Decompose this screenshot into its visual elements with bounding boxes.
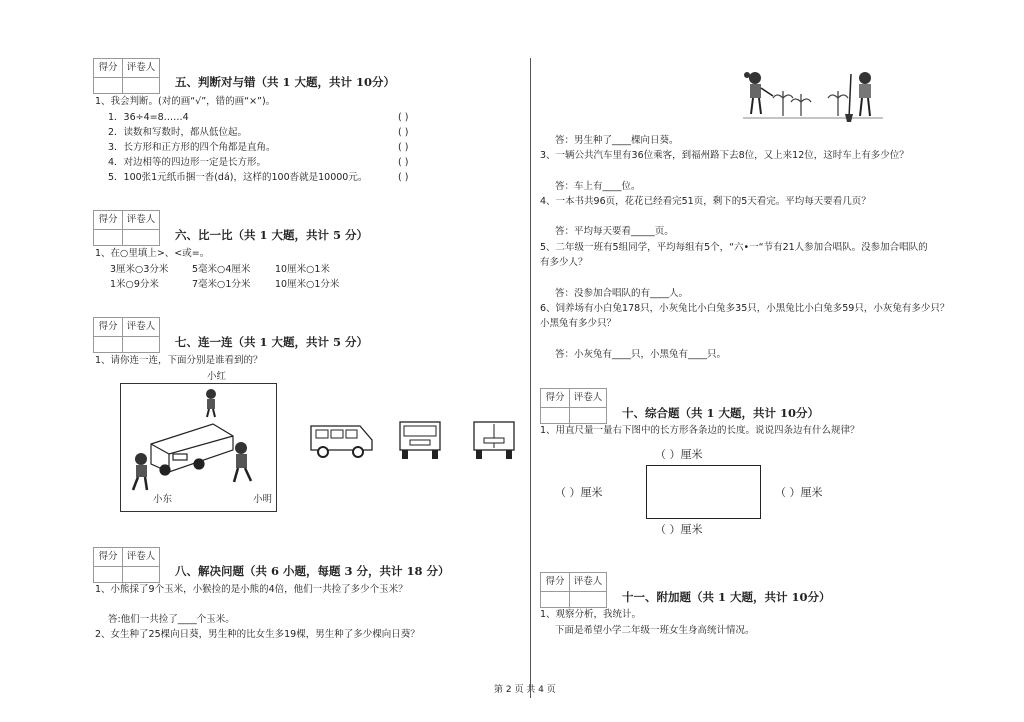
score-label: 得分	[94, 59, 123, 77]
children-planting-illustration	[743, 66, 883, 126]
section-6-intro: 1、在○里填上>、<或=。	[95, 248, 210, 259]
section-10-title: 十、综合题（共 1 大题，共计 10分）	[622, 406, 820, 420]
van-icon	[151, 424, 233, 475]
section-7-title: 七、连一连（共 1 大题，共计 5 分）	[175, 335, 369, 349]
question-5-line2: 有多少人？	[540, 257, 588, 268]
score-label: 得分	[94, 548, 123, 566]
answer-5: 答：没参加合唱队的有____人。	[555, 288, 689, 299]
score-box	[93, 317, 160, 337]
score-label: 得分	[541, 389, 570, 407]
question-3: 3、一辆公共汽车里有36位乘客，到福州路下去8位，又上来12位，这时车上有多少位？	[540, 150, 909, 161]
left-side-label: （ ）厘米	[555, 486, 603, 499]
judge-item-3: 3．长方形和正方形的四个角都是直角。	[108, 142, 276, 153]
question-5-line1: 5、二年级一班有5组同学，平均每组有5个，“六•一“节有21人参加合唱队。没参加合唱队的	[540, 242, 928, 253]
answer-paren-4[interactable]: ( )	[398, 157, 409, 168]
section-5-intro: 1、我会判断。(对的画“√”，错的画“×”)。	[95, 96, 276, 107]
question-6-line1: 6、饲养场有小白兔178只，小灰兔比小白兔多35只，小黑兔比小白兔多59只，小灰兔有多少只？	[540, 303, 950, 314]
boy-icon	[845, 72, 871, 122]
section-11-title: 十一、附加题（共 1 大题，共计 10分）	[622, 590, 831, 604]
grader-label: 评卷人	[573, 576, 603, 587]
measure-rectangle	[646, 465, 761, 519]
score-box	[93, 210, 160, 230]
score-box-blank	[93, 77, 160, 94]
question-6-line2: 小黑兔有多少只？	[540, 318, 617, 329]
child-xiaodong-icon	[133, 453, 147, 490]
section-7-intro: 1、请你连一连，下面分别是谁看到的？	[95, 355, 263, 366]
score-box	[93, 547, 160, 567]
van-and-children-illustration	[121, 384, 276, 511]
top-side-label: （ ）厘米	[655, 448, 703, 461]
section-8-title: 八、解决问题（共 6 小题，每题 3 分，共计 18 分）	[175, 564, 450, 578]
compare-1: 3厘米○3分米	[110, 264, 169, 275]
section-6-title: 六、比一比（共 1 大题，共计 5 分）	[175, 228, 369, 242]
section-11-line2: 下面是希望小学二年级一班女生身高统计情况。	[555, 625, 755, 636]
judge-item-2: 2．读数和写数时，都从低位起。	[108, 127, 248, 138]
section-5-title: 五、判断对与错（共 1 大题，共计 10分）	[175, 75, 396, 89]
answer-paren-3[interactable]: ( )	[398, 142, 409, 153]
score-box-blank	[540, 407, 607, 424]
answer-6: 答：小灰兔有____只，小黑兔有____只。	[555, 349, 727, 360]
van-side-view-icon[interactable]	[308, 420, 376, 460]
answer-2: 答：男生种了____棵向日葵。	[555, 135, 679, 146]
question-4: 4、一本书共96页，花花已经看完51页，剩下的5天看完。平均每天要看几页？	[540, 196, 871, 207]
score-box-blank	[540, 591, 607, 608]
label-xiaodong: 小东	[153, 494, 173, 505]
van-front-view-icon[interactable]	[396, 418, 444, 462]
van-back-view-icon[interactable]	[470, 418, 518, 462]
score-label: 得分	[94, 318, 123, 336]
compare-3: 10厘米○1米	[275, 264, 330, 275]
judge-item-4: 4．对边相等的四边形一定是长方形。	[108, 157, 267, 168]
page-number: 第 2 页 共 4 页	[494, 685, 556, 695]
scene-picture	[120, 383, 277, 512]
score-label: 得分	[94, 211, 123, 229]
answer-paren-5[interactable]: ( )	[398, 172, 409, 183]
answer-paren-2[interactable]: ( )	[398, 127, 409, 138]
grader-label: 评卷人	[126, 321, 156, 332]
question-1: 1、小熊採了9个玉米，小猴捡的是小熊的4倍，他们一共捡了多少个玉米？	[95, 584, 408, 595]
grader-label: 评卷人	[126, 551, 156, 562]
section-11-intro: 1、观察分析，我统计。	[540, 609, 642, 620]
score-box-blank	[93, 566, 160, 583]
grader-label: 评卷人	[126, 214, 156, 225]
score-box-blank	[93, 229, 160, 246]
compare-4: 1米○9分米	[110, 279, 159, 290]
grader-label: 评卷人	[573, 392, 603, 403]
section-10-intro: 1、用直尺量一量右下图中的长方形各条边的长度。说说四条边有什么规律？	[540, 425, 860, 436]
grader-label: 评卷人	[126, 62, 156, 73]
bottom-side-label: （ ）厘米	[655, 523, 703, 536]
judge-item-1: 1．36÷4=8……4	[108, 112, 189, 123]
label-xiaohong: 小红	[207, 371, 227, 382]
right-side-label: （ ）厘米	[775, 486, 823, 499]
compare-2: 5毫米○4厘米	[192, 264, 251, 275]
score-label: 得分	[541, 573, 570, 591]
answer-paren-1[interactable]: ( )	[398, 112, 409, 123]
answer-1: 答:他们一共捡了____个玉米。	[108, 614, 235, 625]
score-box	[540, 572, 607, 592]
judge-item-5: 5．100张1元纸币捆一沓(dá)，这样的100沓就是10000元。	[108, 172, 368, 183]
label-xiaoming: 小明	[253, 494, 273, 505]
compare-6: 10厘米○1分米	[275, 279, 340, 290]
question-2: 2、女生种了25棵向日葵，男生种的比女生多19棵，男生种了多少棵向日葵？	[95, 629, 420, 640]
compare-5: 7毫米○1分米	[192, 279, 251, 290]
answer-3: 答：车上有____位。	[555, 181, 641, 192]
girl-icon	[744, 72, 773, 114]
child-xiaohong-icon	[206, 389, 216, 417]
score-box	[93, 58, 160, 78]
seedlings-icon	[773, 91, 848, 116]
child-xiaoming-icon	[234, 442, 251, 482]
score-box-blank	[93, 336, 160, 353]
column-divider	[530, 58, 531, 698]
answer-4: 答：平均每天要看_____页。	[555, 226, 674, 237]
score-box	[540, 388, 607, 408]
